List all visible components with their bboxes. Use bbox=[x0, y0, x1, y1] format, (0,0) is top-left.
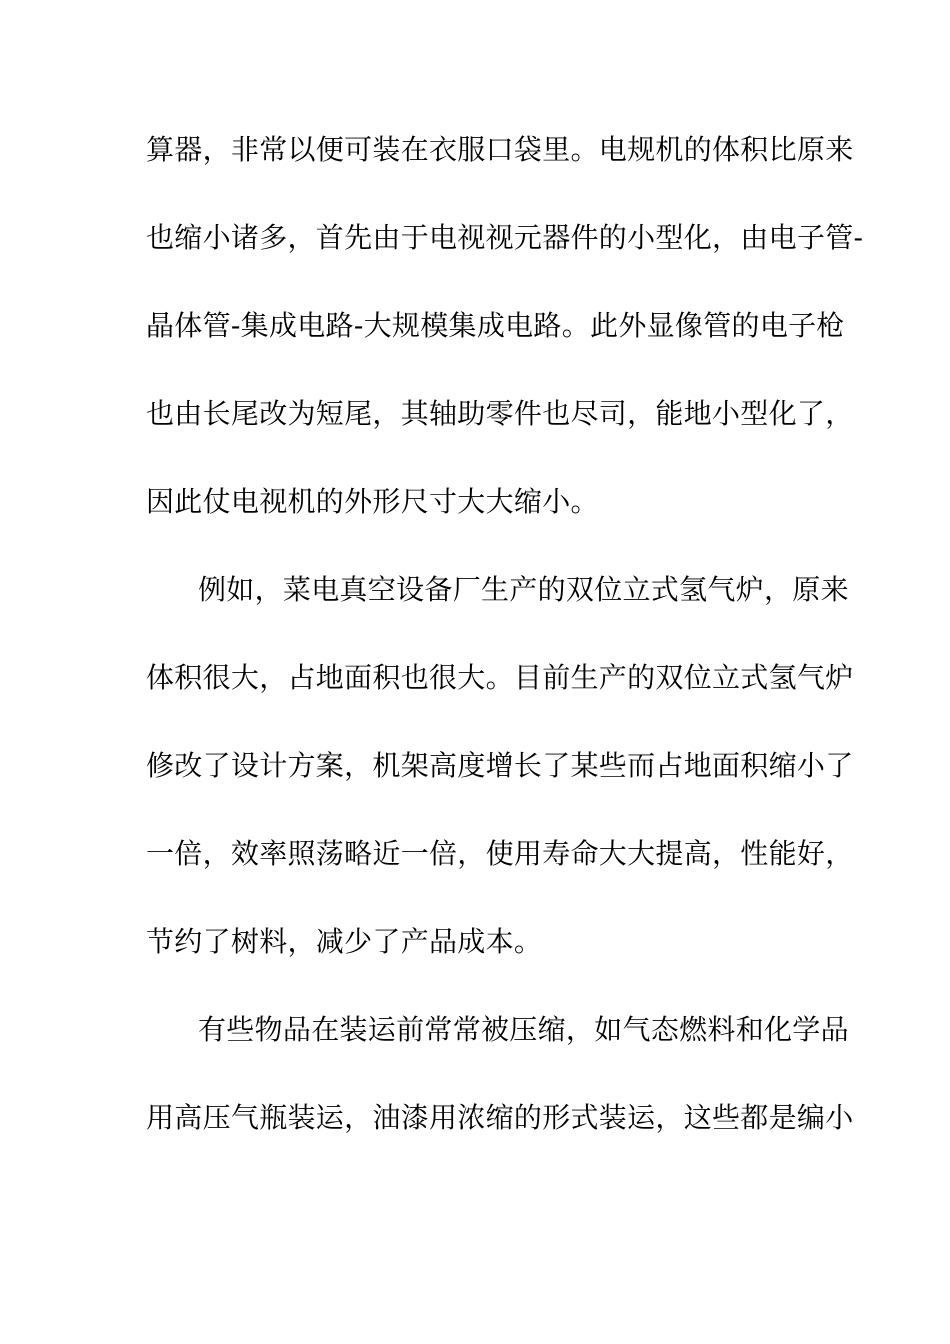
text-line-8: 修改了设计方案，机架高度增长了某些而占地面积缩小了 bbox=[146, 749, 854, 782]
paragraph-2-first-line: 例如，菜电真空设备厂生产的双位立式氢气炉，原来 bbox=[198, 573, 849, 606]
paragraph-3-first-line: 有些物品在装运前常常被压缩，如气态燃料和化学品 bbox=[198, 1013, 849, 1046]
text-line-7: 体积很大，占地面积也很大。目前生产的双位立式氢气炉 bbox=[146, 661, 854, 694]
text-line-2: 也缩小诸多，首先由于电视视元器件的小型化，由电子管- bbox=[146, 221, 864, 254]
text-line-3: 晶体管-集成电路-大规模集成电路。此外显像管的电子枪 bbox=[146, 309, 845, 342]
text-line-5: 因此仗电视机的外形尺寸大大缩小。 bbox=[146, 485, 599, 518]
text-line-10: 节约了树料，减少了产品成本。 bbox=[146, 925, 543, 958]
text-line-9: 一倍，效率照荡略近一倍，使用寿命大大提高，性能好， bbox=[146, 837, 854, 870]
text-line-12: 用高压气瓶装运，油漆用浓缩的形式装运，这些都是编小 bbox=[146, 1101, 854, 1134]
text-line-1: 算器，非常以便可装在衣服口袋里。电规机的体积比原来 bbox=[146, 133, 854, 166]
text-line-4: 也由长尾改为短尾，其轴助零件也尽司，能地小型化了， bbox=[146, 397, 854, 430]
